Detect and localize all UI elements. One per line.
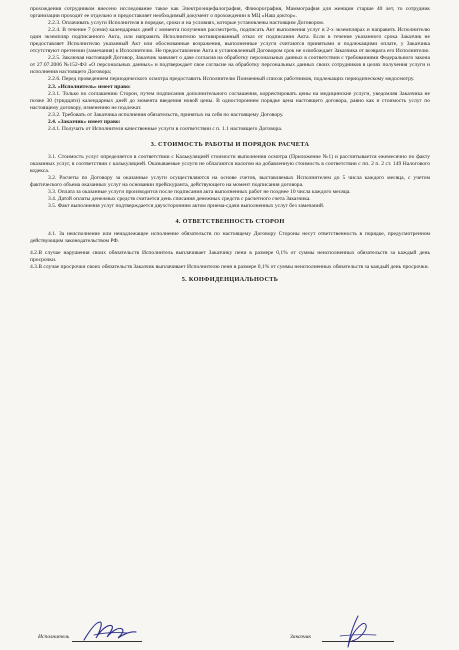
paragraph-4-3: 4.3.В случае просрочки своих обязательств Заказчик выплачивает Исполнителю пени в размере 0,1% от суммы неисполненных обязательств за каждый день просрочки. [30,264,429,271]
spacer [30,133,430,141]
heading-2-3-number: 2.3. [48,83,57,90]
heading-2-4-number: 2.4. [48,118,57,125]
executor-label: Исполнитель [38,634,70,640]
paragraph-2-2-4: 2.2.4. В течение 7 (семи) календарных дней с момента получения рассмотреть, подписать Акт выполнения услуг в 2-х экземплярах и направить Исполнителю один экземпляр подписанного Акта, или направить Исполнителю мотивированный отказ от подписания Акта. Если в течение указанного срока Заказчик не предоставляет Исполнителю указанный Акт или обоснованные возражения, выполненные услуги считаются принятыми и подлежащими оплате, у Заказчика отсутствуют претензии (замечания) к Исполнителю. Не предоставление Акта в установленный Договором срок не освобождает Заказчика от возврата его Исполнителю. [30,27,430,55]
executor-signature-image [76,616,140,646]
paragraph-2-2-5: 2.2.5. Заключая настоящий Договор, Заказчик заявляет о даче согласия на обработку персональных данных в соответствии с требованиями Федерального закона от 27.07.2006 №152-ФЗ «О персональных данных» и подтверждает свое согласие на обработку персональных данных своих сотрудников в целях получения услуги и исполнения настоящего Договора; [30,55,430,76]
paragraph-2-4-1: 2.4.1. Получать от Исполнителя качественные услуги в соответствии с п. 1.1 настоящего Договора. [48,125,283,132]
paragraph-4-1: 4.1. За неисполнение или ненадлежащее исполнение обязательств по настоящему Договору Стороны несут ответственность в порядке, предусмотренном действующим законодательством РФ. [30,231,430,245]
section-5-heading: 5. КОНФИДЕНЦИАЛЬНОСТЬ [181,276,279,284]
spacer [30,210,430,218]
paragraph-2-2-6: 2.2.6. Перед проведением периодического осмотра предоставить Исполнителю Поименный список работников, подлежащих периодическому медосмотру. [48,76,415,83]
heading-2-4 [30,119,430,126]
contract-body [30,6,430,284]
paragraph-2-3-2: 2.3.2. Требовать от Заказчика исполнения обязательств, принятых на себя по настоящему Договору. [48,111,284,118]
paragraph-3-5: 3.5. Факт выполнения услуг подтверждается двухсторонним актом приема-сдачи выполненных услуг без замечаний. [48,203,325,210]
heading-2-3 [30,84,430,91]
customer-label: Заказчик [290,634,312,640]
paragraph-3-2: 3.2. Расчеты по Договору за оказанные услуги осуществляются на основе счетов, выставляемых Исполнителем до 5 числа каждого месяца, с учетом фактического объема оказанных услуг на основании прейскуранта, действующего на момент подписания договора. [30,174,430,189]
paragraph-3-1: 3.1. Стоимость услуг определяется в соответствии с Калькуляцией стоимости выполнения осмотра (Приложение №1) и рассчитывается ежемесячно по факту оказанных услуг, в соответствии с калькуляцией. Оказываемые услуги не облагаются налогом на добавленную стоимость в соответствии с пп. 2 п. 2 ст. 149 Налогового кодекса. [30,153,430,174]
heading-2-3-title: «Исполнитель» имеет право: [57,83,131,90]
paragraph-top-0: прохождения сотрудником внесено исследование такое как Электроэнцефалография, Флюорография, Маммография для женщин старше 40 лет, то сотрудник организации проходит ее отдельно и предоставляет необходимый документ о прохождении в МЦ «Наш доктор». [30,6,430,20]
paragraph-3-4: 3.4. Датой оплаты денежных средств считается день списания денежных средств с расчетного счета Заказчика. [48,196,311,203]
section-4-heading: 4. ОТВЕТСТВЕННОСТЬ СТОРОН [175,218,285,226]
heading-2-4-title: «Заказчик» имеет право: [57,118,121,125]
customer-signature-image [332,614,382,650]
paragraph-3-3: 3.3. Оплата за оказанные услуги производится после подписания акта выполненных работ не позднее 10 числа каждого месяца. [48,189,351,196]
paragraph-2-3-1: 2.3.1. Только по соглашению Сторон, путем подписания дополнительного соглашения, корректировать цены на медицинские услуги, уведомляя Заказчика не позже 30 (тридцати) календарных дней до момента введения новой цены. В одностороннем порядке цена настоящего договора, равно как и стоимость услуг по настоящему договору, изменению не подлежат. [30,90,430,111]
paragraph-4-2: 4.2.В случае нарушения своих обязательств Исполнитель выплачивает Заказчику пени в размере 0,1% от суммы неисполненных обязательств за каждый день просрочки. [30,250,430,264]
signature-block [0,614,459,650]
paragraph-2-2-3: 2.2.3. Оплачивать услуги Исполнителя в порядке, сроки и на условиях, которые установлены настоящим Договором. [48,20,325,27]
section-3-heading: 3. СТОИМОСТЬ РАБОТЫ И ПОРЯДОК РАСЧЕТА [150,140,310,148]
